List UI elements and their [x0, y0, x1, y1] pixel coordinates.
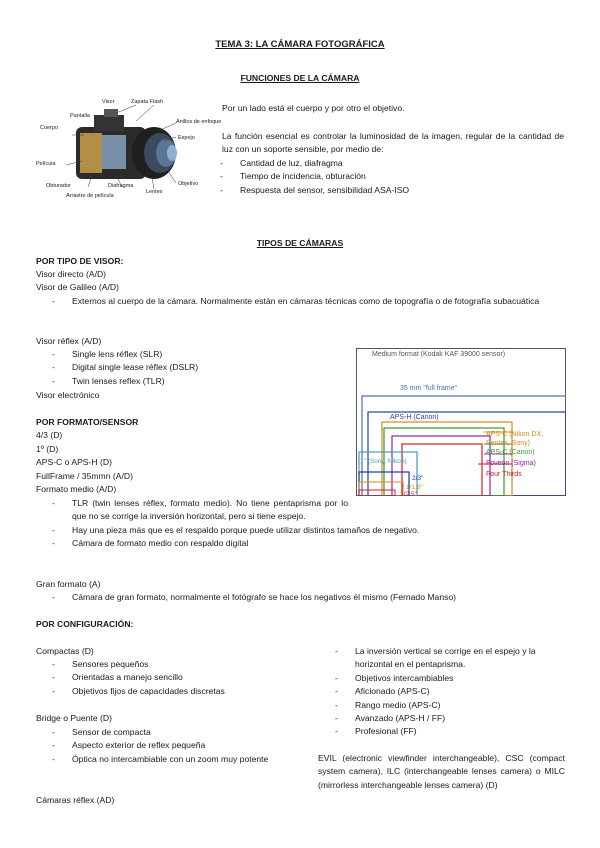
- list-item: - Cámara de formato medio con respaldo digital: [72, 537, 566, 550]
- reflex-features-list: [355, 645, 565, 739]
- sensor-label-one-inch: 1" (Sony, Nikon): [360, 458, 407, 465]
- bridge-list: [72, 726, 282, 766]
- list-item: - Cámara de gran formato, normalmente el fotógrafo se hace los negativos él mismo (Fernado Manso): [72, 591, 566, 604]
- reflex-list: [72, 348, 342, 388]
- sensor-label-full-frame: 35 mm "full frame": [400, 385, 458, 392]
- config-reflex: Cámaras réflex (AD): [36, 795, 115, 805]
- label-obturador: Obturador: [46, 183, 71, 189]
- label-anillos: Anillos de enfoque: [176, 119, 222, 125]
- list-item: - Objetivos intercambiables: [355, 672, 565, 685]
- list-item: - Respuesta del sensor, sensibilidad ASA-ISO: [240, 184, 564, 197]
- format-line: APS-C o APS-H (D): [36, 457, 112, 467]
- list-item: - Cantidad de luz, diafragma: [240, 157, 564, 170]
- label-visor: Visor: [102, 99, 115, 105]
- viewfinder-electronic: Visor electrónico: [36, 390, 100, 400]
- list-item: - Twin lenses reflex (TLR): [72, 375, 342, 388]
- list-item: - Aficionado (APS-C): [355, 685, 565, 698]
- sensor-label-1-1-8: 1/1.8": [406, 484, 423, 491]
- galileo-list: [72, 295, 566, 308]
- label-pantalla: Pantalla: [70, 113, 90, 119]
- sensor-size-diagram: [356, 348, 566, 496]
- sensor-rectangles: [356, 348, 566, 496]
- types-heading: TIPOS DE CÁMARAS: [256, 238, 344, 248]
- sensor-label-aps-h: APS-H (Canon): [390, 414, 439, 421]
- list-item: - Orientadas a manejo sencillo: [72, 671, 292, 684]
- list-item: - Avanzado (APS-H / FF): [355, 712, 565, 725]
- large-format-list: [72, 591, 566, 604]
- list-item: - Objetivos fijos de capacidades discretas: [72, 685, 292, 698]
- config-compact: Compactas (D): [36, 646, 94, 656]
- page-title: TEMA 3: LA CÁMARA FOTOGRÁFICA: [215, 39, 385, 50]
- functions-list: [240, 157, 564, 197]
- functions-intro: Por un lado está el cuerpo y por otro el objetivo.: [222, 103, 405, 113]
- functions-paragraph: La función esencial es controlar la luminosidad de la imagen, regular de la cantidad de luz con un soporte sensible, por medio de:: [222, 131, 564, 155]
- sensor-label-foveon: Foveon (Sigma): [486, 460, 536, 467]
- viewfinder-reflex: Visor réflex (A/D): [36, 336, 102, 346]
- sensor-label-two-thirds: 2/3": [412, 475, 424, 482]
- viewfinder-galileo: Visor de Galileo (A/D): [36, 282, 119, 292]
- label-pelicula: Película: [36, 161, 56, 167]
- list-item: - Sensor de compacta: [72, 726, 282, 739]
- list-item: - Digital single lease réflex (DSLR): [72, 361, 342, 374]
- list-item: - Profesional (FF): [355, 725, 565, 738]
- list-item: - La inversión vertical se corrige en el espejo y la horizontal en el pentaprisma.: [355, 645, 565, 672]
- functions-heading: FUNCIONES DE LA CÁMARA: [240, 73, 360, 83]
- format-line: FullFrame / 35mmn (A/D): [36, 471, 133, 481]
- label-espejo: Espejo: [178, 135, 195, 141]
- medium-format-list: [72, 497, 566, 551]
- viewfinder-heading: POR TIPO DE VISOR:: [36, 256, 124, 266]
- list-item: - Hay una pieza más que es el respaldo porque puede utilizar distintos tamaños de negativo.: [72, 524, 566, 537]
- label-zapata: Zapata Flash: [131, 99, 164, 105]
- list-item: - Sensores pequeños: [72, 658, 292, 671]
- sensor-label-aps-c-canon: APS-C (Canon): [486, 449, 535, 456]
- list-item: - Single lens réflex (SLR): [72, 348, 342, 361]
- list-item: - Externos al cuerpo de la cámara. Normalmente están en cámaras técnicas como de topografía o de fotografía subacuática: [72, 295, 566, 308]
- sensor-label-aps-c-nikon: APS-C (Nikon DX, Pentax, Sony): [486, 431, 544, 447]
- large-format: Gran formato (A): [36, 579, 101, 589]
- label-cuerpo: Cuerpo: [40, 125, 59, 131]
- config-bridge: Bridge o Puente (D): [36, 713, 112, 723]
- sensor-label-medium: Medium format (Kodak KAF 39000 sensor): [372, 351, 506, 358]
- label-objetivo: Objetivo: [178, 181, 199, 187]
- format-line: 1º (D): [36, 444, 59, 454]
- viewfinder-direct: Visor directo (A/D): [36, 269, 107, 279]
- compact-list: [72, 658, 292, 698]
- list-item: - Rango medio (APS-C): [355, 699, 565, 712]
- evil-paragraph: EVIL (electronic viewfinder interchangeable), CSC (compact system camera), ILC (interchangeable lenses camera) o MILC (mirrorless interchangeable lenses camera) (D): [318, 753, 565, 790]
- list-item: - Tiempo de incidencia, obturación: [240, 170, 564, 183]
- format-heading: POR FORMATO/SENSOR: [36, 417, 139, 427]
- format-line: Formato medio (A/D): [36, 484, 117, 494]
- sensor-label-four-thirds: Four Thirds: [486, 471, 522, 478]
- sensor-label-1-2-5: 1/2.5": [400, 491, 417, 496]
- label-arrastre: Arrastre de película: [66, 193, 114, 199]
- list-item: - Aspecto exterior de reflex pequeña: [72, 739, 282, 752]
- list-item: - Óptica no intercambiable con un zoom muy potente: [72, 753, 282, 766]
- list-item: - TLR (twin lenses réflex, formato medio). No tiene pentaprisma por lo que no se corrige la inversión horizontal, pero si tiene espejo.: [72, 497, 348, 524]
- format-line: 4/3 (D): [36, 430, 63, 440]
- label-lentes: Lentes: [146, 189, 163, 195]
- camera-diagram: [36, 95, 222, 203]
- configuration-heading: POR CONFIGURACIÓN:: [36, 619, 134, 629]
- label-diafragma: Diafragma: [108, 183, 134, 189]
